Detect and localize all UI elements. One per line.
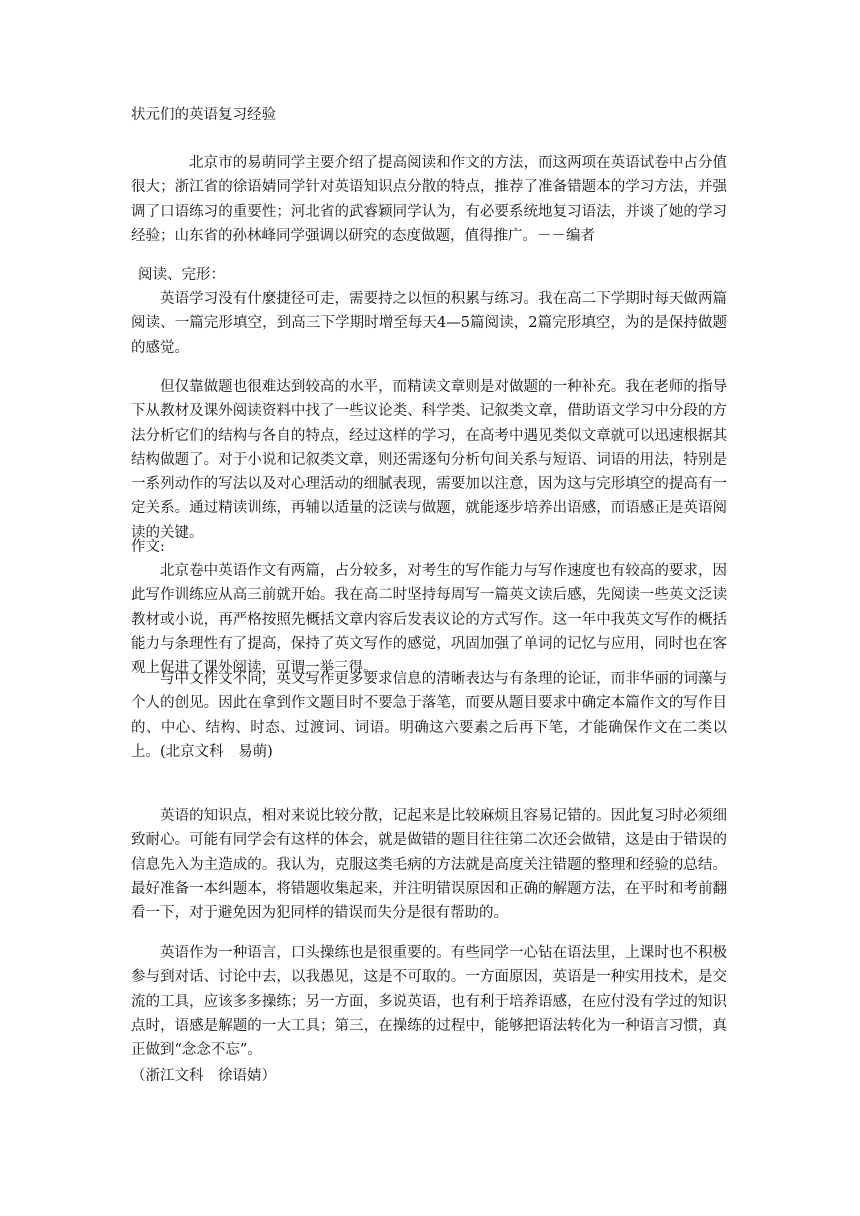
document-title: 状元们的英语复习经验 (131, 107, 276, 123)
reading-paragraph-1: 英语学习没有什麼捷径可走，需要持之以恒的积累与练习。我在高二下学期时每天做两篇阅读、一篇完形填空，到高三下学期时增至每天4—5篇阅读，2篇完形填空，为的是保持做题的感觉。 (131, 291, 727, 356)
editor-intro-paragraph: 北京市的易萌同学主要介绍了提高阅读和作文的方法，而这两项在英语试卷中占分值很大；浙江省的徐语婧同学针对英语知识点分散的特点，推荐了准备错题本的学习方法，并强调了口语练习的重要性；河北省的武睿颖同学认为，有必要系统地复习语法，并谈了她的学习经验；山东省的孙林峰同学强调以研究的态度做题，值得推广。－－编者 (131, 155, 727, 244)
reading-paragraph-2: 但仅靠做题也很难达到较高的水平，而精读文章则是对做题的一种补充。我在老师的指导下从教材及课外阅读资料中找了一些议论类、科学类、记叙类文章，借助语文学习中分段的方法分析它们的结构与各自的特点，经过这样的学习，在高考中遇见类似文章就可以迅速根据其结构做题了。对于小说和记叙类文章，则还需逐句分析句间关系与短语、词语的用法，特别是一系列动作的写法以及对心理活动的细腻表现，需要加以注意，因为这与完形填空的提高有一定关系。通过精读训练，再辅以适量的泛读与做题，就能逐步培养出语感，而语感正是英语阅读的关键。 (131, 379, 727, 541)
writing-paragraph-1: 北京卷中英语作文有两篇，占分较多，对考生的写作能力与写作速度也有较高的要求，因此写作训练应从高三前就开始。我在高二时坚持每周写一篇英文读后感，先阅读一些英文泛读教材或小说，再严格按照先概括文章内容后发表议论的方式写作。这一年中我英文写作的概括能力与条理性有了提高，保持了英文写作的感觉，巩固加强了单词的记忆与应用，同时也在客观上促进了课外阅读，可谓一举三得。 (131, 563, 727, 677)
section-heading-writing: 作文: (131, 539, 165, 555)
author-signature: （浙江文科 徐语婧） (131, 1068, 276, 1084)
section-heading-reading: 阅读、完形： (138, 267, 225, 283)
knowledge-points-paragraph: 英语的知识点，相对来说比较分散，记起来是比较麻烦且容易记错的。因此复习时必须细致耐心。可能有同学会有这样的体会，就是做错的题目往往第二次还会做错，这是由于错误的信息先入为主造成的。我认为，克服这类毛病的方法就是高度关注错题的整理和经验的总结。最好准备一本纠题本，将错题收集起来，并注明错误原因和正确的解题方法，在平时和考前翻看一下，对于避免因为犯同样的错误而失分是很有帮助的。 (131, 808, 727, 922)
writing-paragraph-2: 与中文作文不同，英文写作更多要求信息的清晰表达与有条理的论证，而非华丽的词藻与个人的创见。因此在拿到作文题目时不要急于落笔，而要从题目要求中确定本篇作文的写作目的、中心、结构、时态、过渡词、词语。明确这六要素之后再下笔，才能确保作文在二类以上。(北京文科 易萌) (131, 671, 727, 760)
speaking-practice-paragraph: 英语作为一种语言，口头操练也是很重要的。有些同学一心钻在语法里，上课时也不积极参与到对话、讨论中去，以我愚见，这是不可取的。一方面原因，英语是一种实用技术，是交流的工具，应该多多操练；另一方面，多说英语，也有利于培养语感，在应付没有学过的知识点时，语感是解题的一大工具；第三，在操练的过程中，能够把语法转化为一种语言习惯，真正做到“念念不忘”。 (131, 945, 727, 1059)
